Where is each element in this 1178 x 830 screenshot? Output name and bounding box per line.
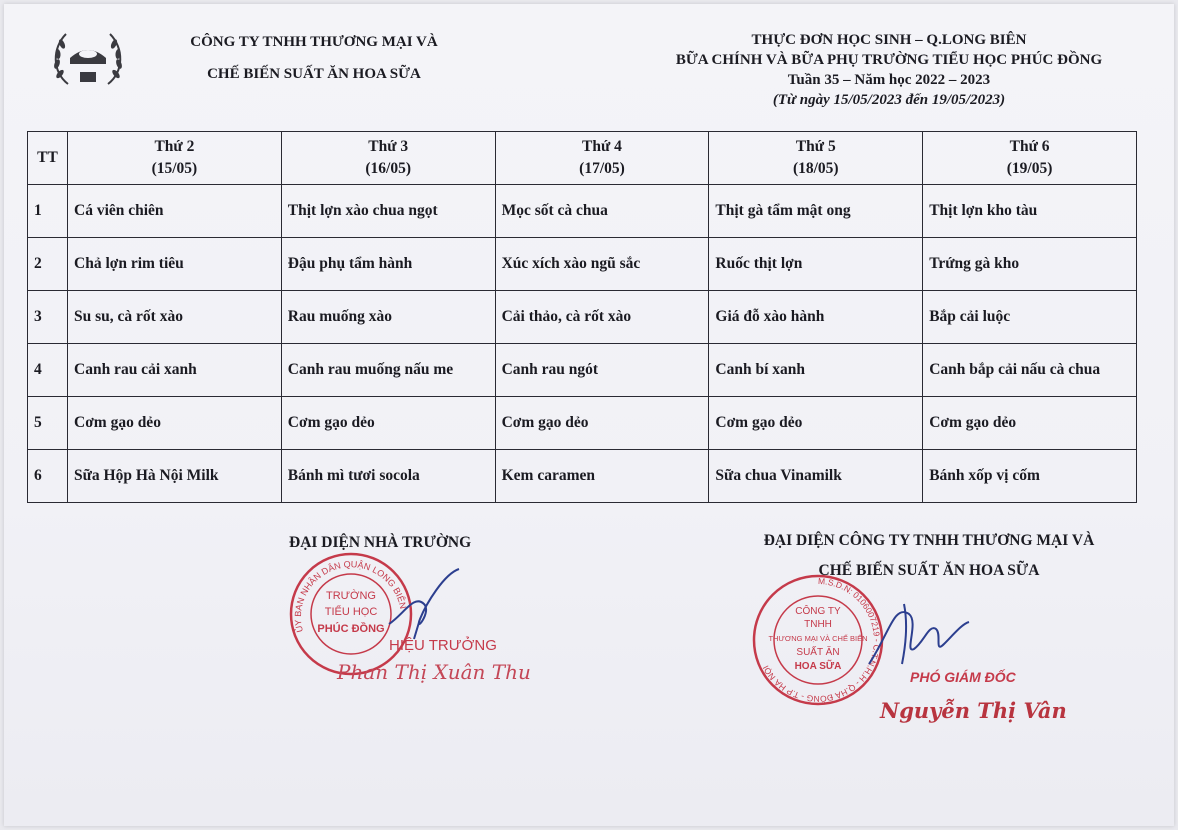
row-number: 2	[28, 238, 68, 291]
school-signature-scribble	[384, 564, 464, 644]
table-row	[28, 238, 1137, 291]
menu-cell: Giá đỗ xào hành	[709, 291, 923, 344]
table-row	[28, 450, 1137, 503]
menu-cell: Cơm gạo dẻo	[495, 397, 709, 450]
svg-text:CÔNG TY: CÔNG TY	[795, 606, 841, 617]
svg-text:TRƯỜNG: TRƯỜNG	[326, 590, 376, 602]
svg-text:ỦY BAN NHÂN DÂN QUẬN LONG BIÊN: ỦY BAN NHÂN DÂN QUẬN LONG BIÊN	[292, 559, 409, 634]
menu-cell: Xúc xích xào ngũ sắc	[495, 238, 709, 291]
menu-cell: Canh rau cải xanh	[68, 344, 282, 397]
menu-cell: Trứng gà kho	[923, 238, 1137, 291]
menu-cell: Canh bí xanh	[709, 344, 923, 397]
row-number: 1	[28, 185, 68, 238]
menu-cell: Su su, cà rốt xào	[68, 291, 282, 344]
table-row	[28, 344, 1137, 397]
menu-cell: Cải thảo, cà rốt xào	[495, 291, 709, 344]
menu-title: THỰC ĐƠN HỌC SINH – Q.LONG BIÊN	[751, 32, 1027, 48]
menu-cell: Bắp cải luộc	[923, 291, 1137, 344]
school-signer-name: Phan Thị Xuân Thu	[337, 660, 531, 684]
svg-text:M.S.D.N: 0106007219 - C.T.N.H.: M.S.D.N: 0106007219 - C.T.N.H.H - Q.HÀ ĐÔNG - T.P HÀ NỘI	[760, 575, 882, 705]
svg-text:HOA SỮA: HOA SỮA	[794, 661, 842, 672]
menu-cell: Thịt lợn kho tàu	[923, 185, 1137, 238]
menu-cell: Ruốc thịt lợn	[709, 238, 923, 291]
day-header: Thứ 6 (19/05)	[923, 132, 1137, 185]
menu-cell: Bánh mì tươi socola	[281, 450, 495, 503]
company-signer-title: PHÓ GIÁM ĐỐC	[910, 669, 1016, 685]
menu-cell: Đậu phụ tẩm hành	[281, 238, 495, 291]
menu-cell: Cơm gạo dẻo	[709, 397, 923, 450]
school-representative-label: ĐẠI DIỆN NHÀ TRƯỜNG	[289, 534, 472, 551]
table-row	[28, 397, 1137, 450]
menu-cell: Sữa Hộp Hà Nội Milk	[68, 450, 282, 503]
menu-week: Tuần 35 – Năm học 2022 – 2023	[787, 72, 991, 88]
menu-cell: Cơm gạo dẻo	[68, 397, 282, 450]
menu-cell: Chả lợn rim tiêu	[68, 238, 282, 291]
company-signer-name: Nguyễn Thị Vân	[880, 698, 1067, 723]
company-name-block	[154, 26, 474, 90]
table-row	[28, 185, 1137, 238]
company-name-line2: CHẾ BIẾN SUẤT ĂN HOA SỮA	[207, 66, 421, 82]
day-header: Thứ 5 (18/05)	[709, 132, 923, 185]
company-signature-scribble	[864, 594, 974, 674]
menu-cell: Cơm gạo dẻo	[923, 397, 1137, 450]
menu-cell: Bánh xốp vị cốm	[923, 450, 1137, 503]
tt-header: TT	[28, 132, 68, 185]
menu-date-range: (Từ ngày 15/05/2023 đến 19/05/2023)	[772, 92, 1006, 108]
svg-text:SUẤT ĂN: SUẤT ĂN	[796, 647, 840, 658]
school-signer-title: HIỆU TRƯỞNG	[389, 637, 497, 654]
menu-cell: Thịt lợn xào chua ngọt	[281, 185, 495, 238]
menu-cell: Canh rau ngót	[495, 344, 709, 397]
day-header: Thứ 4 (17/05)	[495, 132, 709, 185]
company-name-line1: CÔNG TY TNHH THƯƠNG MẠI VÀ	[190, 34, 438, 50]
svg-text:THƯƠNG MẠI VÀ CHẾ BIẾN: THƯƠNG MẠI VÀ CHẾ BIẾN	[768, 634, 868, 643]
row-number: 6	[28, 450, 68, 503]
svg-text:PHÚC ĐỒNG: PHÚC ĐỒNG	[317, 623, 385, 635]
company-logo	[48, 28, 128, 92]
day-header: Thứ 3 (16/05)	[281, 132, 495, 185]
menu-table	[27, 131, 1137, 503]
menu-cell: Canh rau muống nấu me	[281, 344, 495, 397]
menu-cell: Rau muống xào	[281, 291, 495, 344]
menu-heading	[604, 30, 1174, 110]
menu-cell: Thịt gà tẩm mật ong	[709, 185, 923, 238]
menu-subtitle: BỮA CHÍNH VÀ BỮA PHỤ TRƯỜNG TIỂU HỌC PHÚC ĐỒNG	[675, 52, 1103, 68]
document-page	[4, 4, 1174, 826]
company-rep-line2: CHẾ BIẾN SUẤT ĂN HOA SỮA	[818, 562, 1040, 579]
row-number: 3	[28, 291, 68, 344]
svg-text:TIỂU HỌC: TIỂU HỌC	[324, 606, 378, 618]
svg-text:TNHH: TNHH	[804, 619, 832, 630]
row-number: 5	[28, 397, 68, 450]
row-number: 4	[28, 344, 68, 397]
day-header: Thứ 2 (15/05)	[68, 132, 282, 185]
menu-cell: Sữa chua Vinamilk	[709, 450, 923, 503]
company-rep-line1: ĐẠI DIỆN CÔNG TY TNHH THƯƠNG MẠI VÀ	[763, 532, 1095, 549]
menu-cell: Canh bắp cải nấu cà chua	[923, 344, 1137, 397]
table-header-row	[28, 132, 1137, 185]
menu-cell: Cá viên chiên	[68, 185, 282, 238]
menu-cell: Cơm gạo dẻo	[281, 397, 495, 450]
menu-cell: Kem caramen	[495, 450, 709, 503]
table-row	[28, 291, 1137, 344]
menu-cell: Mọc sốt cà chua	[495, 185, 709, 238]
